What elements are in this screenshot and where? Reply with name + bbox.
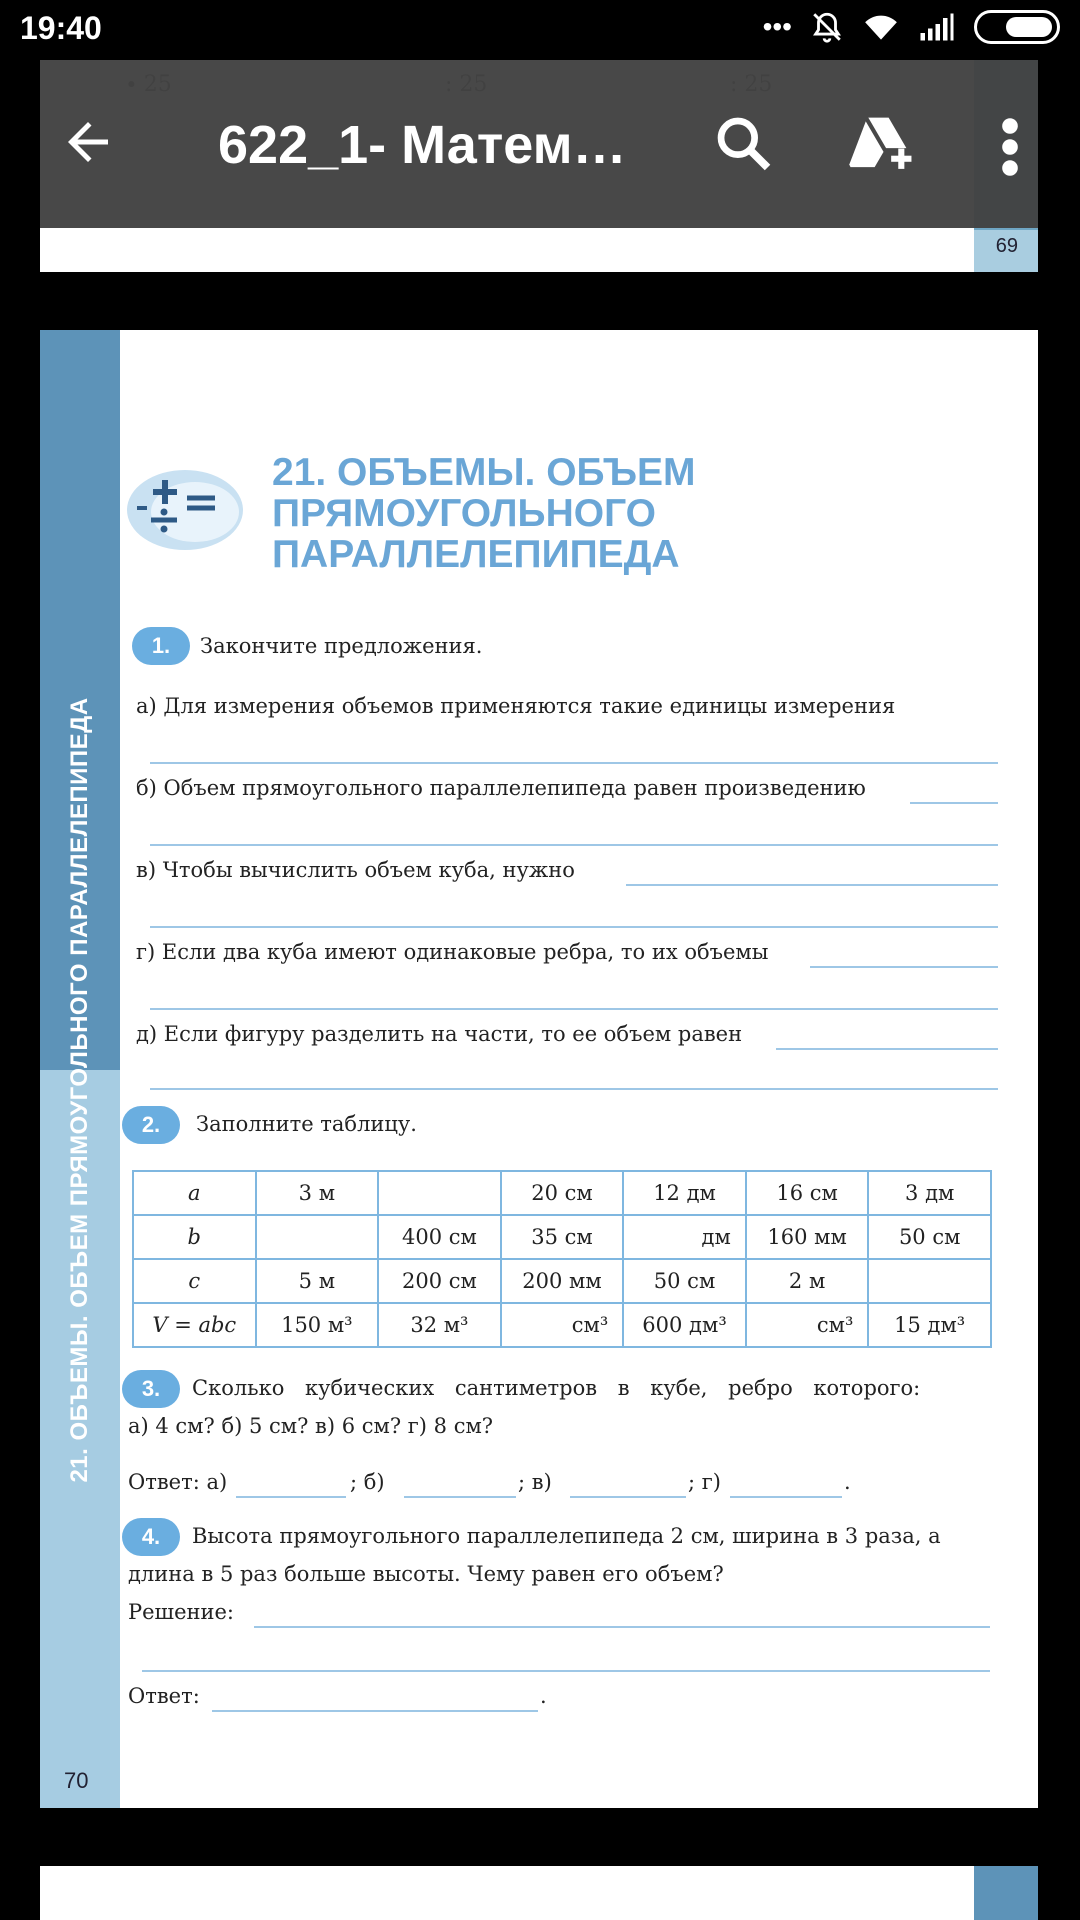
add-to-drive-button[interactable] <box>848 112 914 178</box>
table-cell: 16 см <box>746 1171 869 1215</box>
table-cell: 2 м <box>746 1259 869 1303</box>
chapter-heading <box>272 452 696 575</box>
notification-dots: ••• <box>762 11 792 42</box>
answer-end: . <box>844 1470 851 1494</box>
table-cell: 200 см <box>378 1259 501 1303</box>
wifi-icon <box>862 11 900 43</box>
next-page-sidebar <box>974 1866 1038 1920</box>
table-row <box>133 1171 991 1215</box>
table-cell: 200 мм <box>501 1259 624 1303</box>
table-cell: 50 см <box>623 1259 746 1303</box>
table-cell: 400 см <box>378 1215 501 1259</box>
answer-line[interactable] <box>150 762 998 764</box>
task-number-badge: 4. <box>122 1518 180 1556</box>
table-cell: 3 дм <box>868 1171 991 1215</box>
table-cell[interactable] <box>256 1215 379 1259</box>
solution-line[interactable] <box>254 1626 990 1628</box>
answer-line[interactable] <box>150 1088 998 1090</box>
task-text: Сколько кубических сантиметров в кубе, ребро которого: <box>192 1376 921 1400</box>
task-number-badge: 2. <box>122 1106 180 1144</box>
table-row <box>133 1215 991 1259</box>
table-cell: 50 см <box>868 1215 991 1259</box>
task-item: в) Чтобы вычислить объем куба, нужно <box>136 858 575 882</box>
answer-line[interactable] <box>776 1048 998 1050</box>
table-row <box>133 1303 991 1347</box>
status-time: 19:40 <box>20 10 102 46</box>
app-bar <box>40 60 1038 228</box>
task-item: б) Объем прямоугольного параллелепипеда равен произведению <box>136 776 866 800</box>
solution-label: Решение: <box>128 1600 235 1624</box>
table-row <box>133 1259 991 1303</box>
table-cell: 32 м³ <box>378 1303 501 1347</box>
answer-line[interactable] <box>810 966 998 968</box>
task-text: Высота прямоугольного параллелепипеда 2 см, ширина в 3 раза, а <box>192 1524 941 1548</box>
document-page <box>40 330 1038 1808</box>
drive-add-icon <box>848 112 914 174</box>
page-sidebar <box>40 330 120 1808</box>
search-button[interactable] <box>712 112 778 178</box>
task-title: Заполните таблицу. <box>196 1112 417 1136</box>
table-cell: 15 дм³ <box>868 1303 991 1347</box>
battery-icon <box>974 10 1060 44</box>
table-cell: b <box>133 1215 256 1259</box>
table-cell: 600 дм³ <box>623 1303 746 1347</box>
back-button[interactable] <box>58 112 124 178</box>
sidebar-chapter-title: 21. ОБЪЕМЫ. ОБЪЕМ ПРЯМОУГОЛЬНОГО ПАРАЛЛЕЛЕПИПЕДА <box>66 697 93 1483</box>
volume-table <box>132 1170 992 1348</box>
document-title: 622_1- Матем… <box>218 115 627 175</box>
heading-line: ПРЯМОУГОЛЬНОГО <box>272 492 657 535</box>
search-icon <box>712 112 774 174</box>
table-cell[interactable]: дм <box>623 1215 746 1259</box>
answer-line[interactable] <box>404 1496 516 1498</box>
arrow-left-icon <box>58 112 118 172</box>
more-options-button[interactable] <box>1000 114 1020 180</box>
next-page <box>40 1866 1038 1920</box>
math-symbols-logo-icon <box>125 462 255 552</box>
answer-separator: ; г) <box>688 1470 721 1494</box>
table-cell: V = abc <box>133 1303 256 1347</box>
signal-icon <box>918 12 956 42</box>
mute-bell-icon <box>810 10 844 44</box>
table-cell: 35 см <box>501 1215 624 1259</box>
task-number-badge: 3. <box>122 1370 180 1408</box>
more-vert-icon <box>1000 114 1020 180</box>
answer-line[interactable] <box>150 926 998 928</box>
answer-line[interactable] <box>626 884 998 886</box>
table-cell[interactable]: см³ <box>501 1303 624 1347</box>
answer-line[interactable] <box>150 1008 998 1010</box>
answer-line[interactable] <box>236 1496 346 1498</box>
page-number: 70 <box>64 1768 89 1793</box>
answer-label: Ответ: а) <box>128 1470 228 1494</box>
heading-line: ПАРАЛЛЕЛЕПИПЕДА <box>272 533 680 576</box>
task-text: длина в 5 раз больше высоты. Чему равен его объем? <box>128 1562 724 1586</box>
table-cell: c <box>133 1259 256 1303</box>
table-cell: 20 см <box>501 1171 624 1215</box>
answer-line[interactable] <box>150 844 998 846</box>
task-item: д) Если фигуру разделить на части, то ее объем равен <box>136 1022 743 1046</box>
answer-line[interactable] <box>212 1710 538 1712</box>
task-number-badge: 1. <box>132 627 190 665</box>
task-title: Закончите предложения. <box>200 634 483 658</box>
heading-line: 21. ОБЪЕМЫ. ОБЪЕМ <box>272 451 696 494</box>
table-cell: 5 м <box>256 1259 379 1303</box>
answer-line[interactable] <box>910 802 998 804</box>
answer-line[interactable] <box>730 1496 842 1498</box>
table-cell[interactable]: см³ <box>746 1303 869 1347</box>
status-bar <box>0 0 1080 60</box>
answer-line[interactable] <box>570 1496 686 1498</box>
answer-separator: ; б) <box>350 1470 385 1494</box>
table-cell: 160 мм <box>746 1215 869 1259</box>
table-cell: a <box>133 1171 256 1215</box>
task-item: г) Если два куба имеют одинаковые ребра, то их объемы <box>136 940 769 964</box>
answer-separator: ; в) <box>518 1470 552 1494</box>
table-cell: 3 м <box>256 1171 379 1215</box>
solution-line[interactable] <box>142 1670 990 1672</box>
table-cell[interactable] <box>868 1259 991 1303</box>
answer-label: Ответ: <box>128 1684 200 1708</box>
previous-page-number: 69 <box>995 235 1018 257</box>
task-text: а) 4 см? б) 5 см? в) 6 см? г) 8 см? <box>128 1414 494 1438</box>
table-cell: 150 м³ <box>256 1303 379 1347</box>
table-cell: 12 дм <box>623 1171 746 1215</box>
table-cell[interactable] <box>378 1171 501 1215</box>
task-item: а) Для измерения объемов применяются такие единицы измерения <box>136 694 896 718</box>
answer-end: . <box>540 1684 547 1708</box>
